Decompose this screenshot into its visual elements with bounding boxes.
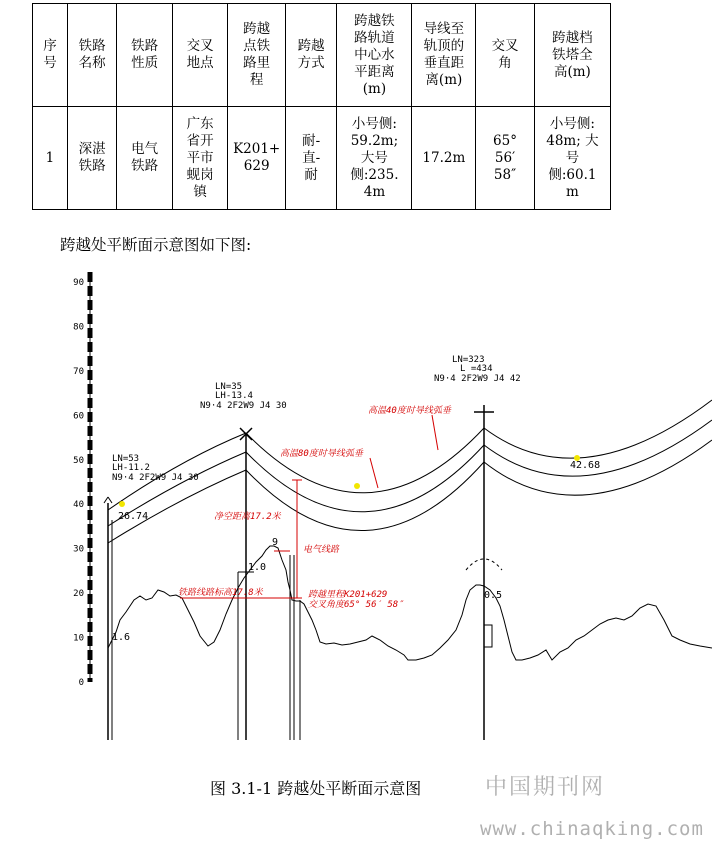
tower-label-line: N9·4 2F2W9 J4 30 bbox=[112, 473, 199, 483]
annotation-crossing-angle: 交叉角度65° 56′ 58″ bbox=[308, 600, 404, 610]
tower-label-right bbox=[434, 355, 521, 384]
conductor-curves bbox=[108, 400, 712, 543]
header-tower-height: 跨越档 铁塔全 高(m) bbox=[534, 4, 610, 107]
tower-label-line: LH-11.2 bbox=[112, 463, 150, 473]
y-tick-label: 40 bbox=[73, 500, 84, 511]
tower-label-line: L =434 bbox=[460, 364, 493, 374]
watermark-url: www.chinaqking.com bbox=[480, 818, 704, 840]
tower-label-line: LN=323 bbox=[452, 355, 485, 365]
tower-label-line: LN=35 bbox=[215, 382, 243, 392]
header-horizontal-distance: 跨越铁 路轨道 中心水 平距离 (m) bbox=[337, 4, 412, 107]
header-crossing-angle: 交叉 角 bbox=[476, 4, 535, 107]
tower-left bbox=[104, 497, 112, 740]
y-tick-label: 90 bbox=[73, 278, 84, 288]
value-label: 1.6 bbox=[112, 632, 131, 643]
cell-railway-mileage: K201+ 629 bbox=[228, 107, 286, 210]
cell-vertical-distance: 17.2m bbox=[412, 107, 476, 210]
tower-label-line: LN=53 bbox=[112, 454, 140, 464]
annotation-sag-40: 高温40度时导线弧垂 bbox=[368, 406, 451, 416]
value-label: 0.5 bbox=[484, 590, 503, 601]
intro-text: 跨越处平断面示意图如下图: bbox=[60, 236, 252, 254]
y-axis-ticks bbox=[73, 278, 84, 688]
cell-crossing-angle: 65° 56′ 58″ bbox=[476, 107, 535, 210]
header-crossing-method: 跨越 方式 bbox=[285, 4, 336, 107]
ground-profile bbox=[108, 546, 712, 660]
header-vertical-distance: 导线至 轨顶的 垂直距 离(m) bbox=[412, 4, 476, 107]
value-label: 9 bbox=[272, 537, 279, 548]
red-annotations bbox=[178, 405, 452, 610]
header-index: 序 号 bbox=[33, 4, 68, 107]
header-crossing-location: 交叉 地点 bbox=[172, 4, 228, 107]
value-label: 1.0 bbox=[248, 562, 267, 573]
y-tick-label: 60 bbox=[73, 411, 84, 422]
header-railway-mileage: 跨越 点铁 路里 程 bbox=[228, 4, 286, 107]
cell-index: 1 bbox=[33, 107, 68, 210]
railway-post bbox=[290, 555, 300, 740]
header-railway-name: 铁路 名称 bbox=[67, 4, 116, 107]
y-tick-label: 80 bbox=[73, 322, 84, 333]
tower-label-left bbox=[112, 454, 199, 483]
y-tick-label: 0 bbox=[78, 678, 84, 688]
cell-crossing-location: 广东 省开 平市 蚬岗 镇 bbox=[172, 107, 228, 210]
figure-caption: 图 3.1-1 跨越处平断面示意图 bbox=[210, 779, 422, 798]
tower-right bbox=[466, 405, 502, 740]
y-tick-label: 70 bbox=[73, 366, 84, 377]
tower-label-middle bbox=[200, 382, 287, 411]
tower-label-line: N9·4 2F2W9 J4 42 bbox=[434, 374, 521, 384]
annotation-sag-80: 高温80度时导线弧垂 bbox=[280, 449, 363, 459]
cell-tower-height: 小号侧: 48m; 大 号 侧:60.1 m bbox=[534, 107, 610, 210]
y-tick-label: 30 bbox=[73, 544, 84, 555]
tower-label-line: N9·4 2F2W9 J4 30 bbox=[200, 401, 287, 411]
annotation-crossing-mileage: 跨越里程K201+629 bbox=[308, 590, 388, 600]
header-railway-type: 铁路 性质 bbox=[117, 4, 173, 107]
cell-railway-name: 深湛 铁路 bbox=[67, 107, 116, 210]
value-label: 42.68 bbox=[570, 460, 601, 471]
marker-dot bbox=[354, 483, 360, 489]
y-tick-label: 10 bbox=[73, 633, 84, 644]
annotation-rail-elevation: 铁路线路标高17.8米 bbox=[178, 588, 263, 598]
y-tick-label: 50 bbox=[73, 455, 84, 466]
watermark-logo-text: 中国期刊网 bbox=[485, 775, 606, 800]
cell-crossing-method: 耐- 直- 耐 bbox=[285, 107, 336, 210]
y-tick-label: 20 bbox=[73, 589, 84, 600]
annotation-clearance: 净空距离17.2米 bbox=[214, 512, 281, 522]
red-annotation-lines bbox=[180, 415, 438, 598]
value-label: 26.74 bbox=[118, 511, 149, 522]
tower-label-line: LH-13.4 bbox=[215, 391, 253, 401]
cell-horizontal-distance: 小号侧: 59.2m; 大号 侧:235. 4m bbox=[337, 107, 412, 210]
cell-railway-type: 电气 铁路 bbox=[117, 107, 173, 210]
annotation-electric-line: 电气线路 bbox=[303, 545, 340, 555]
marker-dot bbox=[119, 501, 125, 507]
